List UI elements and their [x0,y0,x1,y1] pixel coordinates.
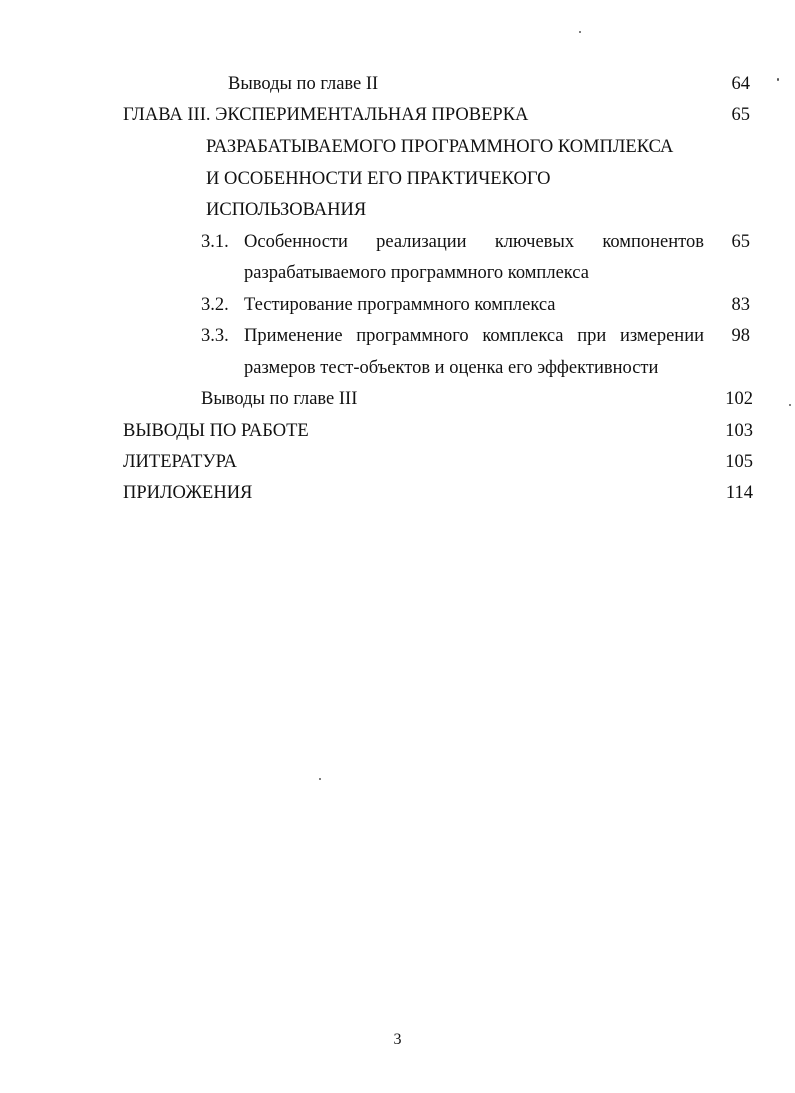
toc-word: комплекса [482,326,564,346]
toc-entry-conclusions-ch3: Выводы по главе III [201,389,358,409]
toc-chapter3-title-line2: РАЗРАБАТЫВАЕМОГО ПРОГРАММНОГО КОМПЛЕКСА [206,137,674,157]
toc-section-3-1-title-line1 [244,231,704,253]
toc-page-literature: 105 [725,452,753,472]
toc-page-appendices: 114 [725,483,753,503]
toc-word: измерении [619,326,704,346]
toc-page-chapter3: 65 [731,105,750,125]
toc-word: Применение [244,326,343,346]
toc-word: Особенности [244,232,348,252]
toc-chapter3-title-line1: ГЛАВА III. ЭКСПЕРИМЕНТАЛЬНАЯ ПРОВЕРКА [123,105,529,125]
toc-section-3-3-title-line1 [244,325,704,347]
toc-word: компонентов [602,232,704,252]
toc-entry-literature: ЛИТЕРАТУРА [123,452,237,472]
toc-word: программного [356,326,469,346]
toc-entry-work-conclusions: ВЫВОДЫ ПО РАБОТЕ [123,421,309,441]
scan-speck [777,78,779,81]
toc-chapter3-title-line4: ИСПОЛЬЗОВАНИЯ [206,200,367,220]
toc-page-conclusions-ch2: 64 [731,74,750,94]
toc-section-3-2-title: Тестирование программного комплекса [244,295,556,315]
toc-word: реализации [376,232,467,252]
toc-section-3-1-title-line2: разрабатываемого программного комплекса [244,263,589,283]
toc-word: при [577,326,607,346]
toc-entry-conclusions-ch2: Выводы по главе II [228,74,379,94]
toc-chapter3-title-line3: И ОСОБЕННОСТИ ЕГО ПРАКТИЧЕКОГО [206,169,551,189]
toc-page-section-3-2: 83 [731,295,750,315]
toc-section-3-2-number: 3.2. [201,295,229,315]
scan-speck [789,404,791,406]
toc-page-section-3-1: 65 [731,232,750,252]
scan-speck [319,778,321,780]
toc-entry-appendices: ПРИЛОЖЕНИЯ [123,483,253,503]
toc-section-3-3-number: 3.3. [201,326,229,346]
toc-section-3-1-number: 3.1. [201,232,229,252]
page-number: 3 [393,1031,402,1048]
scan-speck [579,31,581,33]
toc-page-conclusions-ch3: 102 [725,389,753,409]
toc-page-work-conclusions: 103 [725,421,753,441]
toc-word: ключевых [494,232,575,252]
toc-section-3-3-title-line2: размеров тест-объектов и оценка его эффективности [244,358,659,378]
toc-page-section-3-3: 98 [731,326,750,346]
